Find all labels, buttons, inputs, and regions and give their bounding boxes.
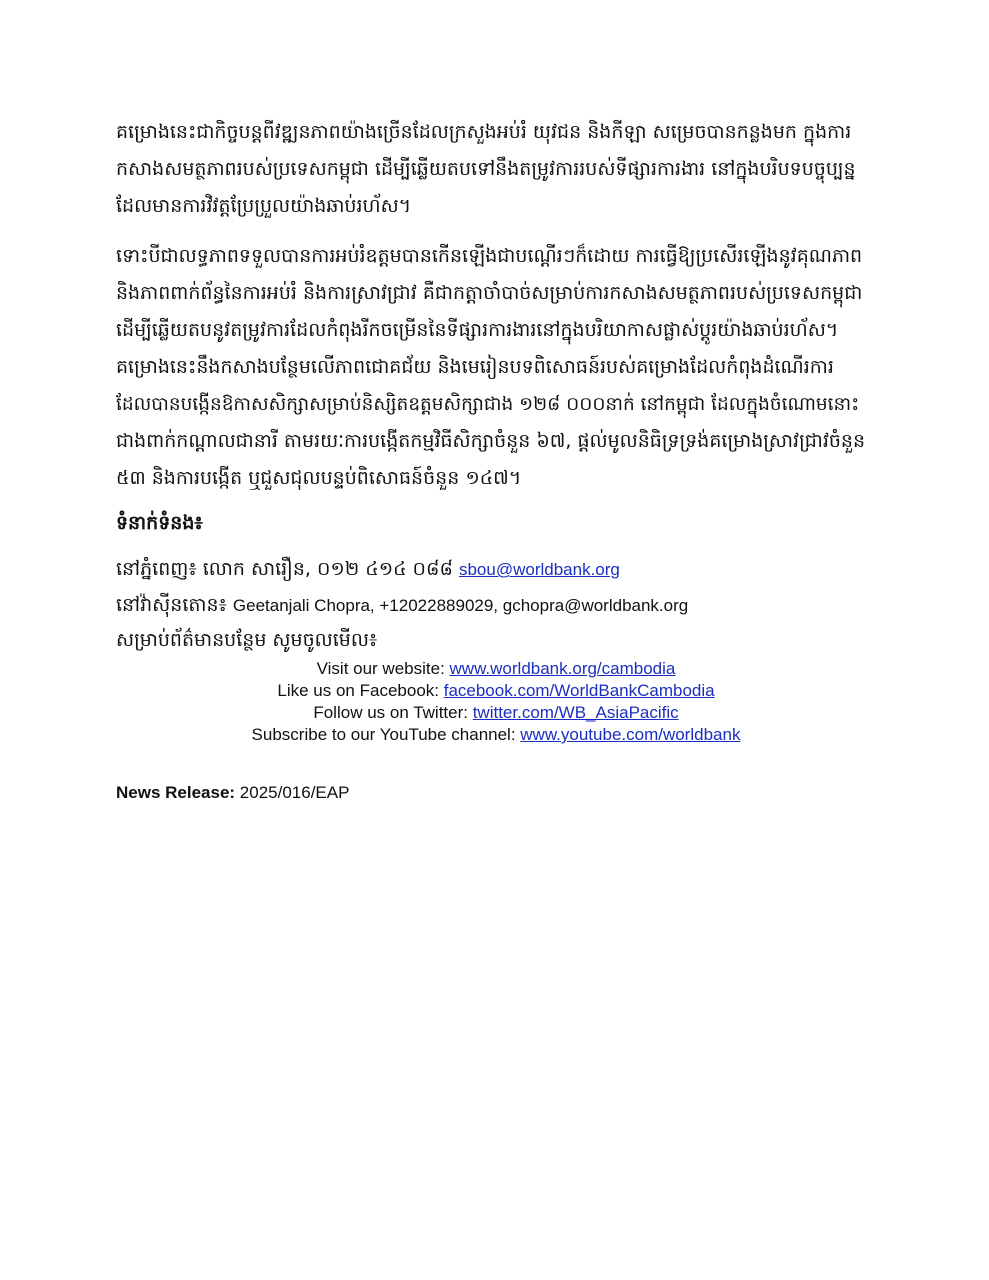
youtube-link[interactable]: www.youtube.com/worldbank xyxy=(520,725,741,744)
social-links xyxy=(116,658,876,746)
news-release-label: News Release: xyxy=(116,783,236,802)
social-twitter-row xyxy=(116,702,876,724)
paragraph-line: កសាងសមត្ថភាពរបស់ប្រទេសកម្ពុជា ដើម្បីឆ្លើយតបទៅនឹងតម្រូវការរបស់ទីផ្សារការងារ នៅក្នុងបរិបទបច្ចុប្បន្ន xyxy=(116,158,856,180)
paragraph-line: គម្រោងនេះជាកិច្ចបន្តពីវឌ្ឍនភាពយ៉ាងច្រើនដែលក្រសួងអប់រំ យុវជន និងកីឡា សម្រេចបានកន្លងមក ក្នុងការ xyxy=(116,121,852,143)
contact-washington xyxy=(116,588,688,623)
paragraph-higher-education xyxy=(116,238,876,497)
paragraph-project-continuation xyxy=(116,114,876,225)
contact-phnom-penh xyxy=(116,552,620,587)
social-youtube-label: Subscribe to our YouTube channel: xyxy=(251,725,521,744)
website-link[interactable]: www.worldbank.org/cambodia xyxy=(449,659,676,678)
paragraph-line: និងភាពពាក់ព័ន្ធនៃការអប់រំ និងការស្រាវជ្រាវ គឺជាកត្តាចាំបាច់សម្រាប់ការកសាងសមត្ថភាពរបស់ប្រទេសកម្ពុជា xyxy=(116,282,863,304)
social-website-label: Visit our website: xyxy=(316,659,450,678)
paragraph-line: គម្រោងនេះនឹងកសាងបន្ថែមលើភាពជោគជ័យ និងមេរៀនបទពិសោធន៍របស់គម្រោងដែលកំពុងដំណើរការ xyxy=(116,356,834,378)
social-facebook-label: Like us on Facebook: xyxy=(277,681,444,700)
paragraph-line: ដែលមានការវិវត្តប្រែប្រួលយ៉ាងឆាប់រហ័ស។ xyxy=(116,195,412,217)
social-youtube-row xyxy=(116,724,876,746)
contact-washington-details: Geetanjali Chopra, +12022889029, gchopra@worldbank.org xyxy=(232,596,689,615)
social-website-row xyxy=(116,658,876,680)
contact-phnom-penh-label: នៅភ្នំពេញ៖ លោក សារឿន, ០១២ ៤១៤ ០៨៨ xyxy=(116,558,459,580)
contact-email-link[interactable]: sbou@worldbank.org xyxy=(458,560,620,579)
news-release xyxy=(116,782,349,804)
paragraph-line: ជាងពាក់កណ្តាលជានារី តាមរយៈការបង្កើតកម្មវិធីសិក្សាចំនួន ៦៧, ផ្តល់មូលនិធិទ្រទ្រង់គម្រោងស្រាវជ្រាវចំនួន xyxy=(116,430,866,452)
more-info-text: សម្រាប់ព័ត៌មានបន្ថែម សូមចូលមើល៖ xyxy=(116,629,378,651)
facebook-link[interactable]: facebook.com/WorldBankCambodia xyxy=(443,681,715,700)
contact-washington-label: នៅវ៉ាស៊ីនតោន៖ xyxy=(116,594,233,616)
social-facebook-row xyxy=(116,680,876,702)
social-twitter-label: Follow us on Twitter: xyxy=(313,703,473,722)
paragraph-line: ដើម្បីឆ្លើយតបនូវតម្រូវការដែលកំពុងរីកចម្រើននៃទីផ្សារការងារនៅក្នុងបរិយាកាសផ្លាស់ប្តូរយ៉ាងឆាប់រហ័ស។ xyxy=(116,319,839,341)
paragraph-line: ៥៣ និងការបង្កើត ឬជួសជុលបន្ទប់ពិសោធន៍ចំនួន ១៤៧។ xyxy=(116,467,522,489)
twitter-link[interactable]: twitter.com/WB_AsiaPacific xyxy=(472,703,679,722)
contacts-heading: ទំនាក់ទំនង៖ xyxy=(116,512,203,534)
paragraph-line: ដែលបានបង្កើនឱកាសសិក្សាសម្រាប់និស្សិតឧត្តមសិក្សាជាង ១២៨ ០០០នាក់ នៅកម្ពុជា ដែលក្នុងចំណោមនោះ xyxy=(116,394,860,415)
news-release-number: 2025/016/EAP xyxy=(235,783,350,802)
paragraph-line: ទោះបីជាលទ្ធភាពទទួលបានការអប់រំឧត្តមបានកើនឡើងជាបណ្តើរៗក៏ដោយ ការធ្វើឱ្យប្រសើរឡើងនូវគុណភាព xyxy=(116,245,863,267)
